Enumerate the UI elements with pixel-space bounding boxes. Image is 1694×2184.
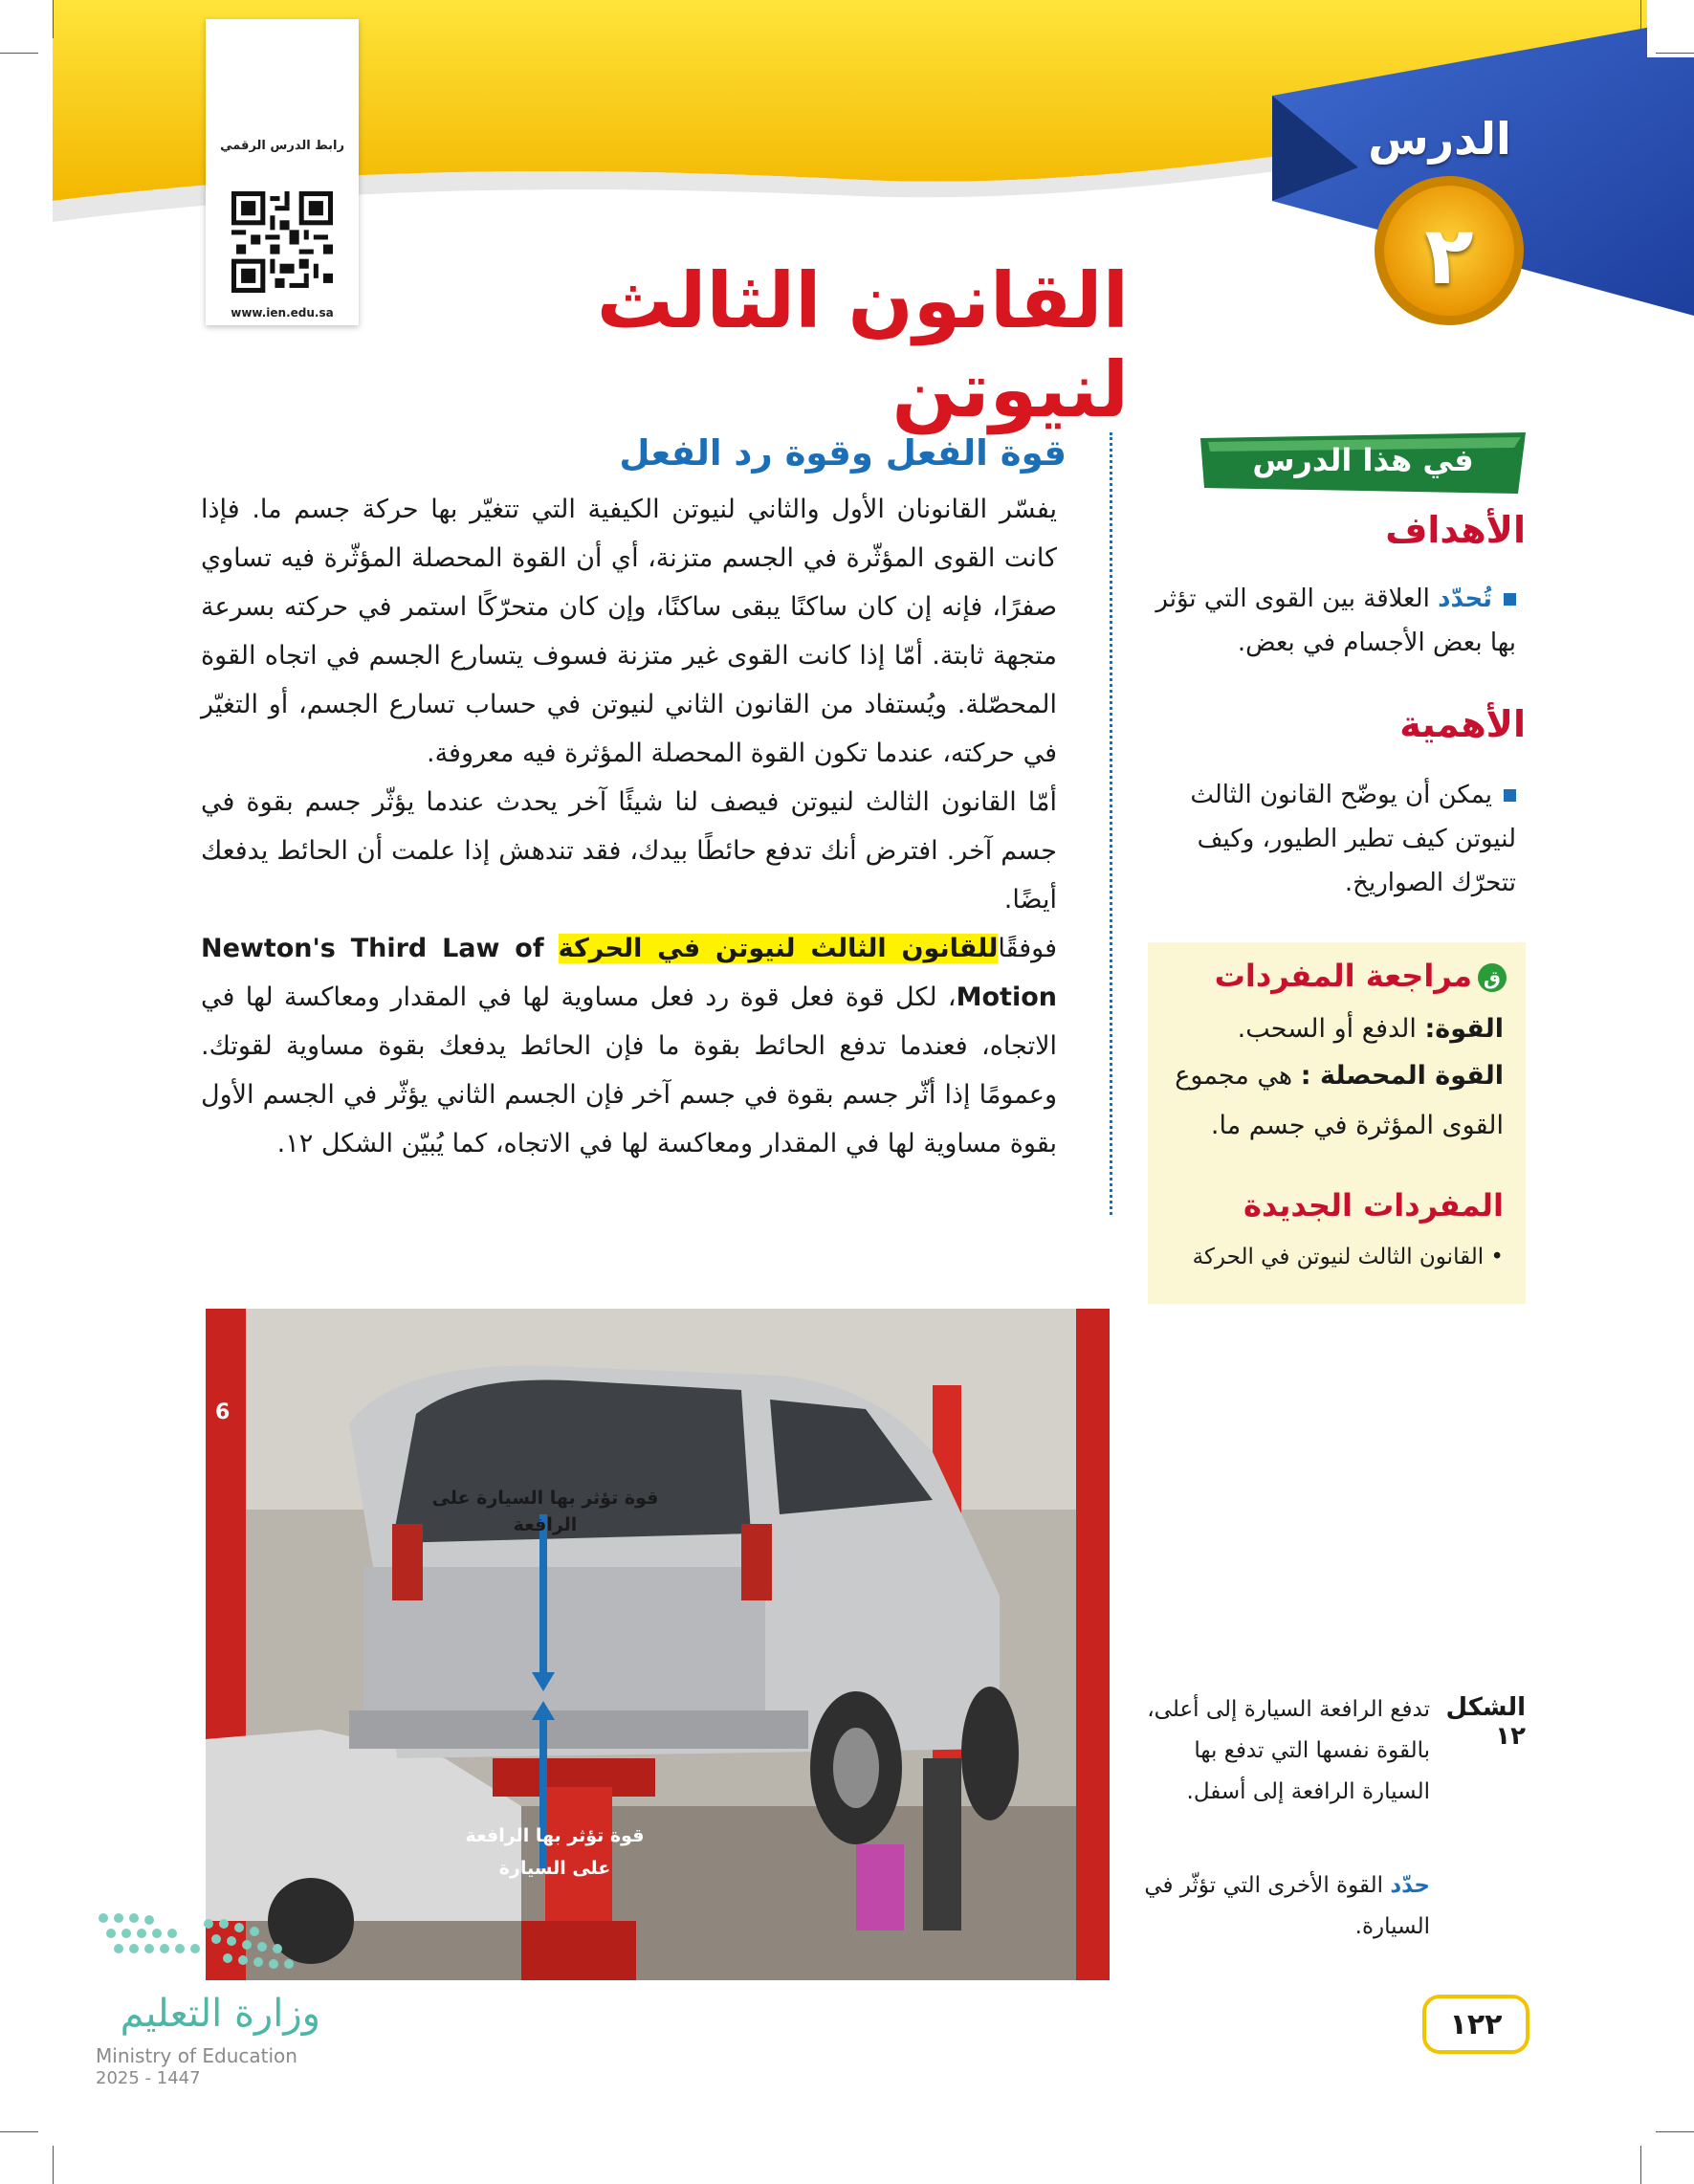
new-vocab-heading: المفردات الجديدة [1243,1187,1504,1224]
qr-label: رابط الدرس الرقمي [220,139,344,153]
definition-net-force [1148,1051,1504,1151]
ministry-name-en: Ministry of Education [96,2044,297,2067]
goals-item [1138,577,1516,665]
paragraph-rest: ، لكل قوة فعل قوة رد فعل مساوية لها في المقدار ومعاكسة لها في الاتجاه، فعندما تدفع الحائط بقوة ما فإن الحائط يدفعك بقوة مساوية لقوتك. وعمومًا إذا أثّر جسم بقوة في جسم آخر فإن الجسم الثاني يؤثّر في الجسم الأول بقوة مساوية لها في المقدار ومعاكسة لها في الاتجاه، كما يُبيّن الشكل ١٢. [201,982,1057,1158]
paragraph: يفسّر القانونان الأول والثاني لنيوتن الكيفية التي تتغيّر بها حركة جسم ما. فإذا كانت القوى المؤثّرة في الجسم متزنة، أي أن القوة المحصلة المؤثّرة فيه تساوي صفرًا، فإنه إن كان ساكنًا يبقى ساكنًا، وإن كان متحرّكًا استمر في حركته بسرعة متجهة ثابتة. أمّا إذا كانت القوى غير متزنة فسوف يتسارع الجسم في اتجاه القوة المحصّلة. ويُستفاد من القانون الثاني لنيوتن في حساب تسارع الجسم، أو التغيّر في حركته، عندما تكون القوة المحصلة المؤثرة فيه معروفة. [201,495,1057,768]
section-heading: قوة الفعل وقوة رد الفعل [619,432,1067,474]
force-label-lift-on-car: قوة تؤثر بها الرافعة على السيارة [465,1825,645,1879]
vocab-review-icon: ق [1478,963,1507,992]
crop-mark [53,2146,54,2184]
qr-card[interactable] [206,19,359,325]
column-divider [1110,432,1112,1215]
new-vocab-item: • القانون الثالث لنيوتن في الحركة [1192,1245,1504,1269]
bullet-icon [1504,789,1516,802]
crop-mark [1656,2131,1694,2132]
page-number: ١٢٢ [1449,2008,1503,2041]
goal-verb: تُحدّد [1438,585,1492,613]
lesson-number: ٢ [1424,209,1474,302]
vocab-review-title: مراجعة المفردات [1214,958,1472,994]
page-title: القانون الثالث لنيوتن [596,256,1129,434]
lesson-label: الدرس [1368,113,1511,165]
lift-number: 6 [215,1401,231,1424]
figure-number: الشكل ١٢ [1445,1693,1526,1751]
importance-item [1138,773,1516,905]
paragraph [201,924,1057,1168]
definition-text: الدفع أو السحب. [1237,1014,1417,1044]
qr-code-icon[interactable] [231,191,333,293]
vocab-review-heading [1148,958,1507,994]
paragraph-start: فوفقًا [998,934,1057,963]
paragraph: أمّا القانون الثالث لنيوتن فيصف لنا شيئًا آخر يحدث عندما يؤثّر جسم بقوة في جسم آخر. افترض أنك تدفع حائطًا بيدك، فقد تندهش إذا علمت أن الحائط يدفعك أيضًا. [201,787,1057,915]
page-number-box [1422,1995,1529,2054]
definition-term: القوة المحصلة : [1300,1061,1504,1091]
ministry-logo-icon [94,1908,309,1974]
ministry-name-ar: وزارة التعليم [120,1992,320,2036]
question-text: القوة الأخرى التي تؤثّر في السيارة. [1144,1873,1430,1939]
figure-caption: تدفع الرافعة السيارة إلى أعلى، بالقوة نفسها التي تدفع بها السيارة الرافعة إلى أسفل. [1147,1697,1430,1804]
crop-mark [1640,2146,1641,2184]
definition-term: القوة: [1424,1014,1504,1044]
goals-heading: الأهداف [1385,509,1526,551]
importance-heading: الأهمية [1399,703,1526,745]
crop-mark [1656,53,1694,54]
body-text [201,485,1057,1168]
key-term-english: Newton's Third Law of Motion [201,934,1057,1012]
crop-mark [1640,0,1641,38]
crop-mark [0,53,38,54]
definition-text: هي مجموع القوى المؤثرة في جسم ما. [1175,1061,1504,1140]
force-label-car-on-lift: قوة تؤثر بها السيارة على الرافعة [431,1488,659,1535]
goal-text: العلاقة بين القوى التي تؤثر بها بعض الأجسام في بعض. [1155,585,1516,657]
qr-url[interactable]: www.ien.edu.sa [231,306,334,320]
in-lesson-title: في هذا الدرس [1252,442,1474,478]
vocab-box [1148,942,1526,1304]
question-verb: حدّد [1390,1873,1430,1898]
key-term-highlight: للقانون الثالث لنيوتن في الحركة [558,934,999,963]
definition-force [1148,1007,1504,1051]
crop-mark [0,2131,38,2132]
crop-mark [53,0,54,38]
importance-text: يمكن أن يوضّح القانون الثالث لنيوتن كيف تطير الطيور، وكيف تتحرّك الصواريخ. [1190,781,1516,897]
figure-question [1138,1865,1430,1948]
bullet-icon [1504,593,1516,606]
ministry-year: 2025 - 1447 [96,2068,201,2088]
